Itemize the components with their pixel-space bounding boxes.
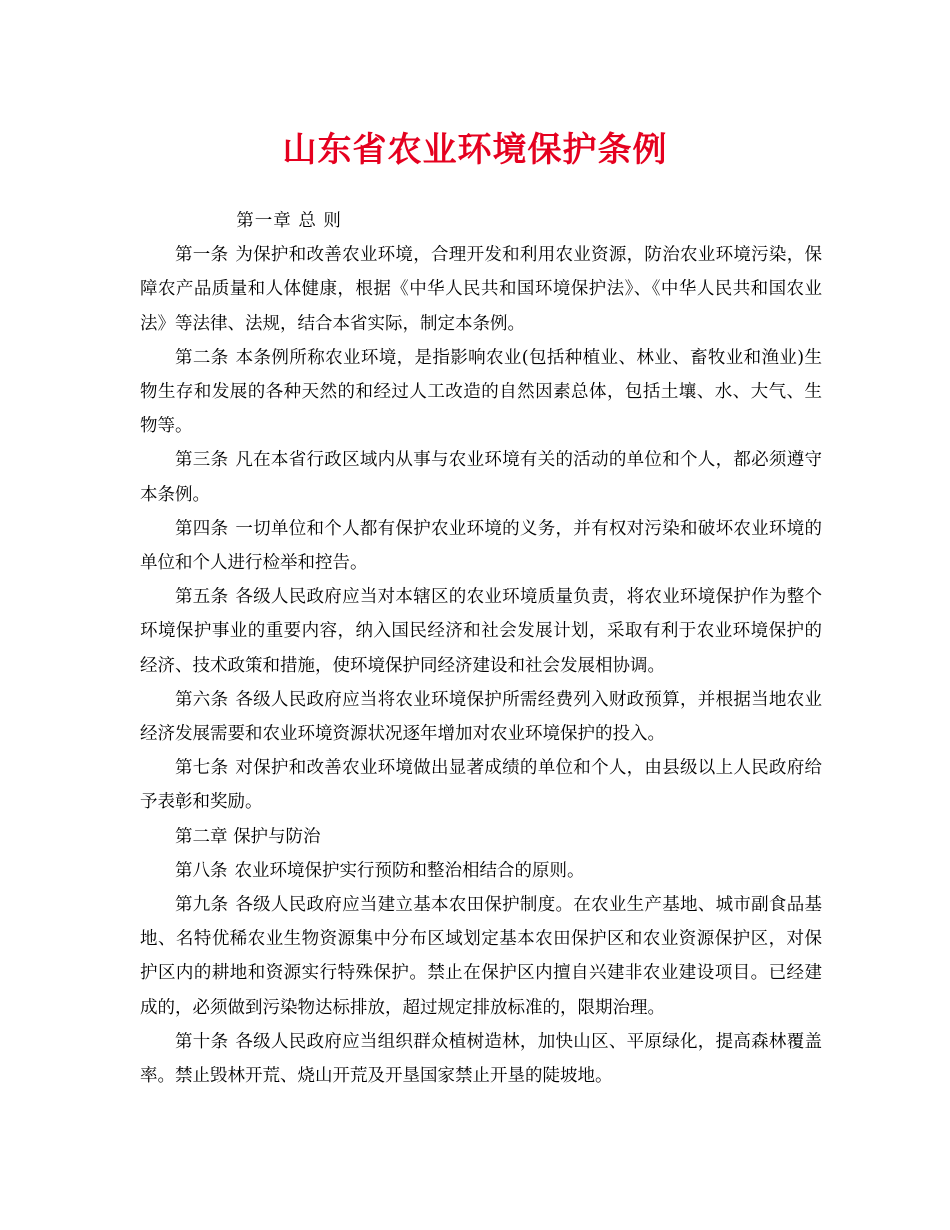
article-number: 第四条 <box>175 518 229 539</box>
article-text: 各级人民政府应当建立基本农田保护制度。在农业生产基地、城市副食品基地、名特优稀农业生物资源集中分布区域划定基本农田保护区和农业资源保护区，对保护区内的耕地和资源实行特殊保护。禁止在保护区内擅自兴建非农业建设项目。已经建成的，必须做到污染物达标排放，超过规定排放标准的，限期治理。 <box>140 895 822 1018</box>
article-4 <box>140 512 822 580</box>
article-number: 第七条 <box>175 758 229 779</box>
article-number: 第九条 <box>175 895 229 916</box>
article-1 <box>140 238 822 341</box>
article-text: 一切单位和个人都有保护农业环境的义务，并有权对污染和破坏农业环境的单位和个人进行检举和控告。 <box>140 518 822 574</box>
article-text: 各级人民政府应当对本辖区的农业环境质量负责，将农业环境保护作为整个环境保护事业的重要内容，纳入国民经济和社会发展计划，采取有利于农业环境保护的经济、技术政策和措施，使环境保护同经济建设和社会发展相协调。 <box>140 587 822 676</box>
article-number: 第二条 <box>175 347 229 368</box>
article-text: 为保护和改善农业环境，合理开发和利用农业资源，防治农业环境污染，保障农产品质量和人体健康，根据《中华人民共和国环境保护法》、《中华人民共和国农业法》等法律、法规，结合本省实际，制定本条例。 <box>140 245 822 334</box>
article-number: 第十条 <box>175 1031 229 1052</box>
article-9 <box>140 888 822 1025</box>
article-number: 第八条 <box>175 860 228 881</box>
article-6 <box>140 683 822 751</box>
article-text: 各级人民政府应当组织群众植树造林，加快山区、平原绿化，提高森林覆盖率。禁止毁林开荒、烧山开荒及开垦国家禁止开垦的陡坡地。 <box>140 1031 822 1087</box>
article-2 <box>140 341 822 444</box>
article-10 <box>140 1025 822 1093</box>
article-5 <box>140 580 822 683</box>
article-7 <box>140 751 822 819</box>
article-text: 本条例所称农业环境，是指影响农业(包括种植业、林业、畜牧业和渔业)生物生存和发展的各种天然的和经过人工改造的自然因素总体，包括土壤、水、大气、生物等。 <box>140 347 822 437</box>
chapter-heading-2: 第二章 保护与防治 <box>175 826 321 847</box>
article-number: 第五条 <box>175 587 229 608</box>
document-body <box>140 204 822 1093</box>
article-number: 第六条 <box>175 689 229 710</box>
article-text: 农业环境保护实行预防和整治相结合的原则。 <box>234 860 585 881</box>
article-text: 各级人民政府应当将农业环境保护所需经费列入财政预算，并根据当地农业经济发展需要和农业环境资源状况逐年增加对农业环境保护的投入。 <box>140 689 822 745</box>
chapter-heading-1: 第一章 总 则 <box>236 211 342 231</box>
article-3 <box>140 443 822 511</box>
article-number: 第一条 <box>175 245 229 266</box>
article-text: 对保护和改善农业环境做出显著成绩的单位和个人，由县级以上人民政府给予表彰和奖励。 <box>140 758 822 813</box>
document-title: 山东省农业环境保护条例 <box>282 130 668 170</box>
article-8 <box>140 854 822 888</box>
article-number: 第三条 <box>175 450 229 471</box>
article-text: 凡在本省行政区域内从事与农业环境有关的活动的单位和个人，都必须遵守本条例。 <box>140 450 822 505</box>
